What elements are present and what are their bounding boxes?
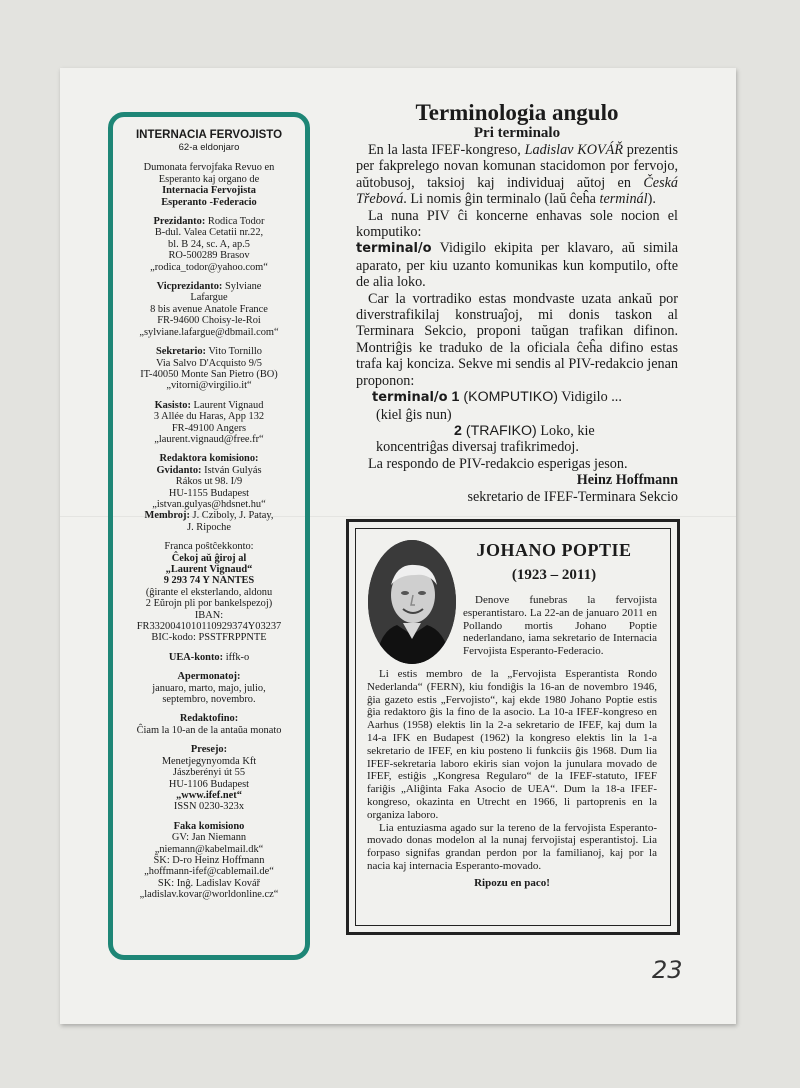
- obituary-text: [367, 594, 657, 890]
- obituary-closing: Ripozu en paco!: [474, 876, 550, 889]
- treasurer-block: Kasisto: Laurent Vignaud 3 Allée du Haras, App 132 FR-49100 Angers „laurent.vignaud@free.fr“: [153, 399, 265, 445]
- article-paragraph: En la lasta IFEF-kongreso, Ladislav KOVÁŘ prezentis per fakprelego novan komunan stacidomon por fervojo, aŭtobusoj, taksioj kaj individuaj aŭtoj en Česká Třebová. Li nomis ĝin terminalo (laŭ ĉeĥa terminál).: [356, 142, 678, 208]
- article-title: Terminologia angulo: [415, 100, 619, 125]
- obituary-box: [346, 519, 680, 935]
- masthead-box: [108, 112, 310, 960]
- proposal-line-1-cont: (kiel ĝis nun): [376, 406, 452, 423]
- signature-role: sekretario de IFEF-Terminara Sekcio: [467, 488, 678, 505]
- proposal-line-1: terminal/o 1 (KOMPUTIKO) Vidigilo ...: [372, 389, 622, 406]
- uea-account-block: UEA-konto: iffk-o: [168, 651, 250, 663]
- signature-name: Heinz Hoffmann: [576, 472, 678, 489]
- professional-committee-block: Faka komisiono GV: Jan Niemann „niemann@kabelmail.dk“ ŜK: D-ro Heinz Hoffmann „hoffmann-ifef@cablemail.de“ SK: Inĝ. Ladislav Kovář „ladislav.kovar@worldonline.cz“: [139, 820, 279, 901]
- masthead-title: INTERNACIA FERVOJISTO: [135, 129, 283, 141]
- bank-account-block: Franca poŝtĉekkonto: Ĉekoj aŭ ĝiroj al „Laurent Vignaud“ 9 293 74 Y NANTES (ĝirante el eksterlando, aldonu 2 Eŭrojn pli por bankelspezoj) IBAN: FR3320041010110929374Y03237 BIC-kodo: PSSTFRPPNTE: [136, 541, 282, 644]
- deadline-block: Redaktofino: Ĉiam la 10-an de la antaŭa monato: [136, 713, 282, 736]
- secretary-block: Sekretario: Vito Tornillo Via Salvo D'Acquisto 9/5 IT-40050 Monte San Pietro (BO) „vitorni@virgilio.it“: [140, 346, 278, 392]
- article-paragraph: Car la vortradiko estas mondvaste uzata ankaŭ por diverstrafikilaj konstruaĵoj, mi donis taskon al Terminara Sekcio, proponi taŭgan trafikan difinon. Montriĝis ke traduko de la oficiala ĉeĥa difino estas trafa kaj konciza. Sekve mi sendis al PIV-redakcio jenan proponon:: [356, 290, 678, 389]
- proposal-line-2: 2 (TRAFIKO) Loko, kie: [454, 422, 595, 439]
- page-number: 23: [652, 956, 683, 984]
- obituary-paragraph: Lia entuziasma agado sur la tereno de la fervojista Esperanto-movado donas modelon al la nunaj fervojistaj esperantistoj. Lia forpaso signifas grandan perdon por la familianoj, kaj por la nacia kaj internacia Esperanto-movado.: [367, 821, 657, 872]
- publication-months-block: Apermonatoj: januaro, marto, majo, julio, septembro, novembro.: [152, 671, 266, 706]
- masthead-subtitle: 62-a eldonjaro: [178, 142, 240, 153]
- printer-block: Presejo: Menetjegynyomda Kft Jászberényi út 55 HU-1106 Budapest „www.ifef.net“ ISSN 0230-323x: [161, 744, 257, 813]
- obituary-paragraph: Li estis membro de la „Fervojista Esperantista Rondo Nederlanda“ (FERN), kiu fondiĝis la 16-an de novembro 1946, ĝia gazeto estis „Fervojisto“, kaj ekde 1980 Johano Poptie estis ĝia redaktoro ĝis la fino de la asocio. La 10-a IFEF-kongreso en Aarhus (1958) elektis lin la 2-a sekretario de IFEF, kaj dum la 14-a IFK en Budapest (1962) la kongreso elektis lin la 1-a sekretario de IFEF, en kiu posteno li funkciis ĝis 1968. Dum lia IFEF-sekretaria laboro ekiris sian vojon la junulara movado de IFEF, estiĝis „Kongresa Regularo“ de la IFEF-statuto, IFEF fariĝis „Aliĝinta Faka Asocio de UEA“. Dum la 18-a IFEF-kongreso, okazinta en Utrecht en 1966, li partoprenis en la organiza laboro.: [367, 667, 657, 821]
- editorial-committee-block: Redaktora komisiono: Gvidanto: István Gulyás Rákos ut 98. I/9 HU-1155 Budapest „istvan.gulyas@hdsnet.hu“ Membroj: J. Cziboly, J. Patay, J. Ripoche: [144, 453, 274, 533]
- article-paragraph: La respondo de PIV-redakcio esperigas jeson.: [368, 455, 628, 472]
- article-subtitle: Pri terminalo: [473, 125, 561, 141]
- obituary-years: (1923 – 2011): [511, 567, 597, 583]
- obituary-name: JOHANO POPTIE: [476, 540, 632, 560]
- obituary-paragraph: Denove funebras la fervojista esperantistaro. La 22-an de januaro 2011 en Pollando mortis Johano Poptie nederlandano, iama sekretario de Internacia Fervojista Esperanto-Federacio.: [463, 594, 657, 658]
- article-paragraph: La nuna PIV ĉi koncerne enhavas sole nocion el komputiko:: [356, 207, 678, 241]
- proposal-line-2-cont: koncentriĝas diversaj trafikrimedoj.: [376, 439, 579, 456]
- terminology-article: [356, 100, 678, 505]
- piv-definition: terminal/o Vidigilo ekipita per klavaro, aŭ simila aparato, per kiu uzanto komunikas kun komputilo, ofte de alia loko.: [356, 240, 678, 291]
- president-block: Prezidanto: Rodica Todor B-dul. Valea Cetatii nr.22, bl. B 24, sc. A, ap.5 RO-500289 Brasov „rodica_todor@yahoo.com“: [150, 216, 268, 273]
- vice-president-block: Vicprezidanto: Sylviane Lafargue 8 bis avenue Anatole France FR-94600 Choisy-le-Roi „sylviane.lafargue@dbmail.com“: [139, 281, 279, 338]
- masthead-intro: Dumonata fervojfaka Revuo en Esperanto kaj organo de Internacia Fervojista Esperanto -Federacio: [143, 162, 275, 208]
